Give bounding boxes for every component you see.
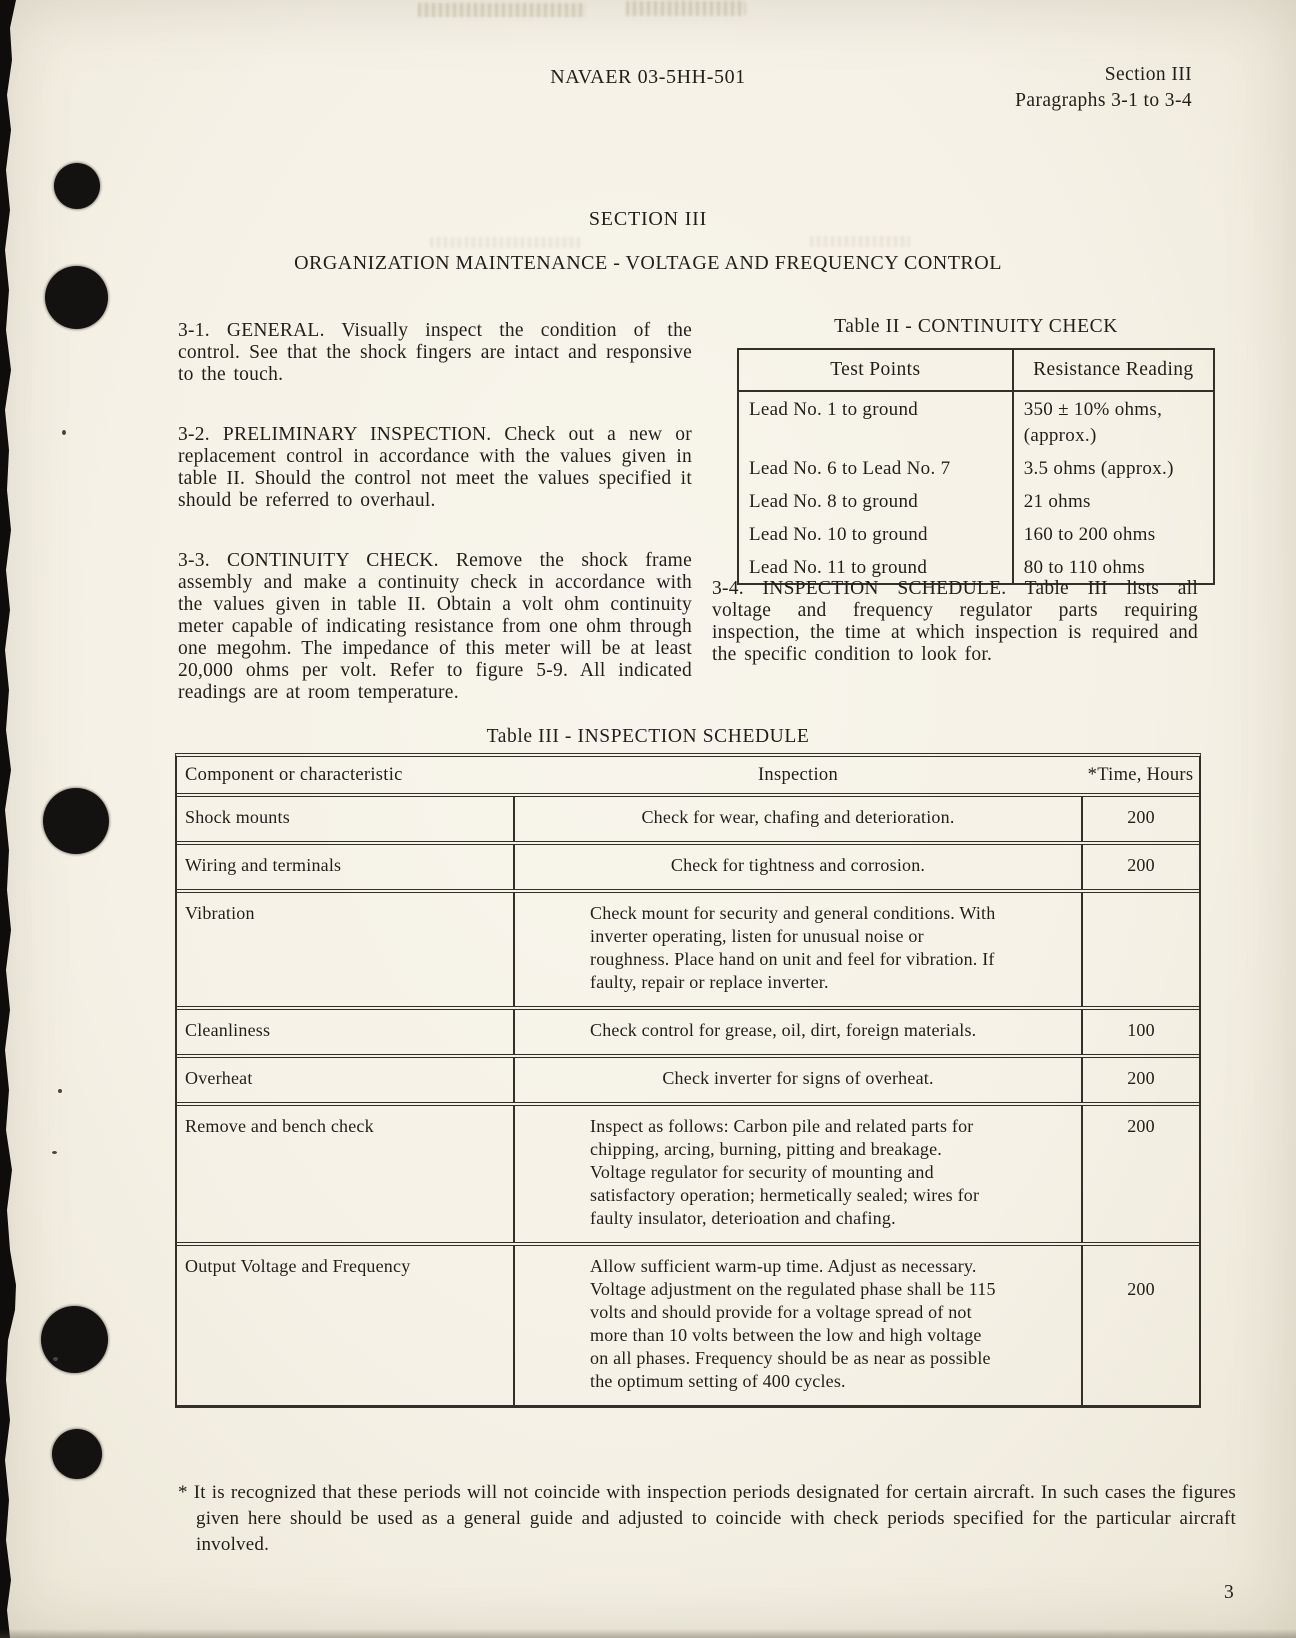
time-cell: 200: [1082, 795, 1199, 843]
inspection-cell: Check for tightness and corrosion.: [514, 843, 1082, 891]
test-point-cell: Lead No. 1 to ground: [749, 399, 919, 420]
paragraph-3-4: 3-4. INSPECTION SCHEDULE. Table III lists all voltage and frequency regulator parts requiring inspection, the time at which inspection is required and the specific condition to look for.: [712, 578, 1198, 665]
punch-hole-mark: [43, 788, 109, 854]
inspection-cell: Check inverter for signs of overheat.: [514, 1056, 1082, 1104]
time-cell: [1082, 891, 1199, 1008]
header-section-ref: [1015, 62, 1192, 114]
table2-header-test-points: Test Points: [738, 349, 1013, 391]
resistance-cell: 21 ohms: [1013, 484, 1214, 517]
component-cell: Wiring and terminals: [177, 843, 514, 891]
left-column: [178, 320, 692, 704]
scan-speck: [62, 430, 66, 435]
resistance-cell: 160 to 200 ohms: [1013, 517, 1214, 550]
resistance-cell: 80 to 110 ohms: [1013, 550, 1214, 584]
resistance-cell: 350 ± 10% ohms, (approx.): [1013, 391, 1214, 451]
table3-footnote: * It is recognized that these periods will not coincide with inspection periods designated for certain aircraft. In such cases the figures given here should be used as a general guide and adjusted to coincide with check periods specified for the particular aircraft involved.: [178, 1482, 1236, 1555]
component-cell: Shock mounts: [177, 795, 514, 843]
table-row: [177, 795, 1199, 843]
inspection-cell: Check control for grease, oil, dirt, foreign materials.: [514, 1008, 1082, 1056]
table-row: [177, 843, 1199, 891]
component-cell: Vibration: [177, 891, 514, 1008]
table3-header-time: *Time, Hours: [1082, 757, 1199, 795]
scan-speck: [58, 1089, 62, 1093]
table3-header-component: Component or characteristic: [177, 757, 514, 795]
inspection-schedule-table-block: [175, 753, 1201, 1408]
document-number: NAVAER 03-5HH-501: [550, 66, 746, 88]
time-cell: 200: [1127, 1279, 1155, 1299]
table-row: [177, 1104, 1199, 1244]
inspection-cell: Inspect as follows: Carbon pile and related parts for chipping, arcing, burning, pitting and breakage. Voltage regulator for security of mounting and satisfactory operation; hermetically sealed; wires for faulty insulator, deterioation and chafing.: [514, 1104, 1082, 1244]
test-point-cell: Lead No. 8 to ground: [749, 491, 919, 512]
test-point-cell: Lead No. 6 to Lead No. 7: [749, 458, 951, 479]
time-cell: 200: [1082, 843, 1199, 891]
table2-header-row: [738, 349, 1214, 391]
inspection-cell: Check for wear, chafing and deterioration.: [514, 795, 1082, 843]
time-cell: 200: [1082, 1056, 1199, 1104]
paragraph-3-2: 3-2. PRELIMINARY INSPECTION. Check out a new or replacement control in accordance with the values given in table II. Should the control not meet the values specified it should be referred to overhaul.: [178, 424, 692, 511]
table3-header-inspection: Inspection: [514, 757, 1082, 795]
test-point-cell: Lead No. 10 to ground: [749, 524, 928, 545]
resistance-cell: 3.5 ohms (approx.): [1013, 451, 1214, 484]
paragraph-3-1: 3-1. GENERAL. Visually inspect the condition of the control. See that the shock fingers are intact and responsive to the touch.: [178, 320, 692, 385]
scan-bottom-shadow: [0, 1629, 1296, 1638]
continuity-check-table-block: [737, 316, 1215, 585]
component-cell: Overheat: [177, 1056, 514, 1104]
section-subtitle: ORGANIZATION MAINTENANCE - VOLTAGE AND FREQUENCY CONTROL: [294, 252, 1002, 274]
table-row: [177, 1056, 1199, 1104]
section-ref: Section III: [1104, 64, 1192, 85]
table3-title: Table III - INSPECTION SCHEDULE: [486, 726, 810, 747]
scan-smudge: [810, 236, 910, 247]
punch-hole-mark: [52, 1429, 102, 1479]
table-row: [177, 1244, 1199, 1405]
paragraphs-ref: Paragraphs 3-1 to 3-4: [1015, 90, 1192, 111]
table-row: [738, 484, 1214, 517]
component-cell: Cleanliness: [177, 1008, 514, 1056]
component-cell: Output Voltage and Frequency: [185, 1256, 411, 1276]
scan-speck: [53, 1357, 58, 1361]
section-title: SECTION III: [588, 208, 708, 230]
component-cell: Remove and bench check: [177, 1104, 514, 1244]
paragraph-3-3: 3-3. CONTINUITY CHECK. Remove the shock frame assembly and make a continuity check in accordance with the values given in table II. Obtain a volt ohm continuity meter capable of indicating resistance from one ohm through one megohm. The impedance of this meter will be at least 20,000 ohms per volt. Refer to figure 5-9. All indicated readings are at room temperature.: [178, 550, 692, 703]
table-row: [738, 517, 1214, 550]
table-row: [738, 451, 1214, 484]
table3-header-row: [177, 757, 1199, 795]
scan-smudge: [418, 3, 586, 17]
table-row: [177, 891, 1199, 1008]
time-cell: 100: [1082, 1008, 1199, 1056]
inspection-cell: Allow sufficient warm-up time. Adjust as necessary. Voltage adjustment on the regulated phase shall be 115 volts and should provide for a voltage spread of not more than 10 volts between the low and high voltage on all phases. Frequency should be as near as possible the optimum setting of 400 cycles.: [514, 1244, 1082, 1405]
table2-title: Table II - CONTINUITY CHECK: [834, 316, 1118, 337]
table-row: [738, 391, 1214, 451]
scan-smudge: [430, 237, 580, 248]
scan-speck: [52, 1151, 57, 1154]
punch-hole-mark: [54, 163, 100, 209]
punch-hole-mark: [45, 266, 108, 329]
scan-edge-artifact: [0, 0, 18, 1638]
test-point-cell: Lead No. 11 to ground: [749, 557, 928, 578]
table2-header-resistance: Resistance Reading: [1013, 349, 1214, 391]
scan-smudge: [626, 1, 746, 16]
continuity-check-table: [737, 348, 1215, 585]
time-cell: 200: [1082, 1104, 1199, 1244]
inspection-schedule-table: [177, 757, 1199, 1405]
table-row: [177, 1008, 1199, 1056]
inspection-cell: Check mount for security and general conditions. With inverter operating, listen for unusual noise or roughness. Place hand on unit and feel for vibration. If faulty, repair or replace inverter.: [514, 891, 1082, 1008]
page-number: 3: [1224, 1582, 1234, 1603]
punch-hole-mark: [41, 1306, 108, 1373]
